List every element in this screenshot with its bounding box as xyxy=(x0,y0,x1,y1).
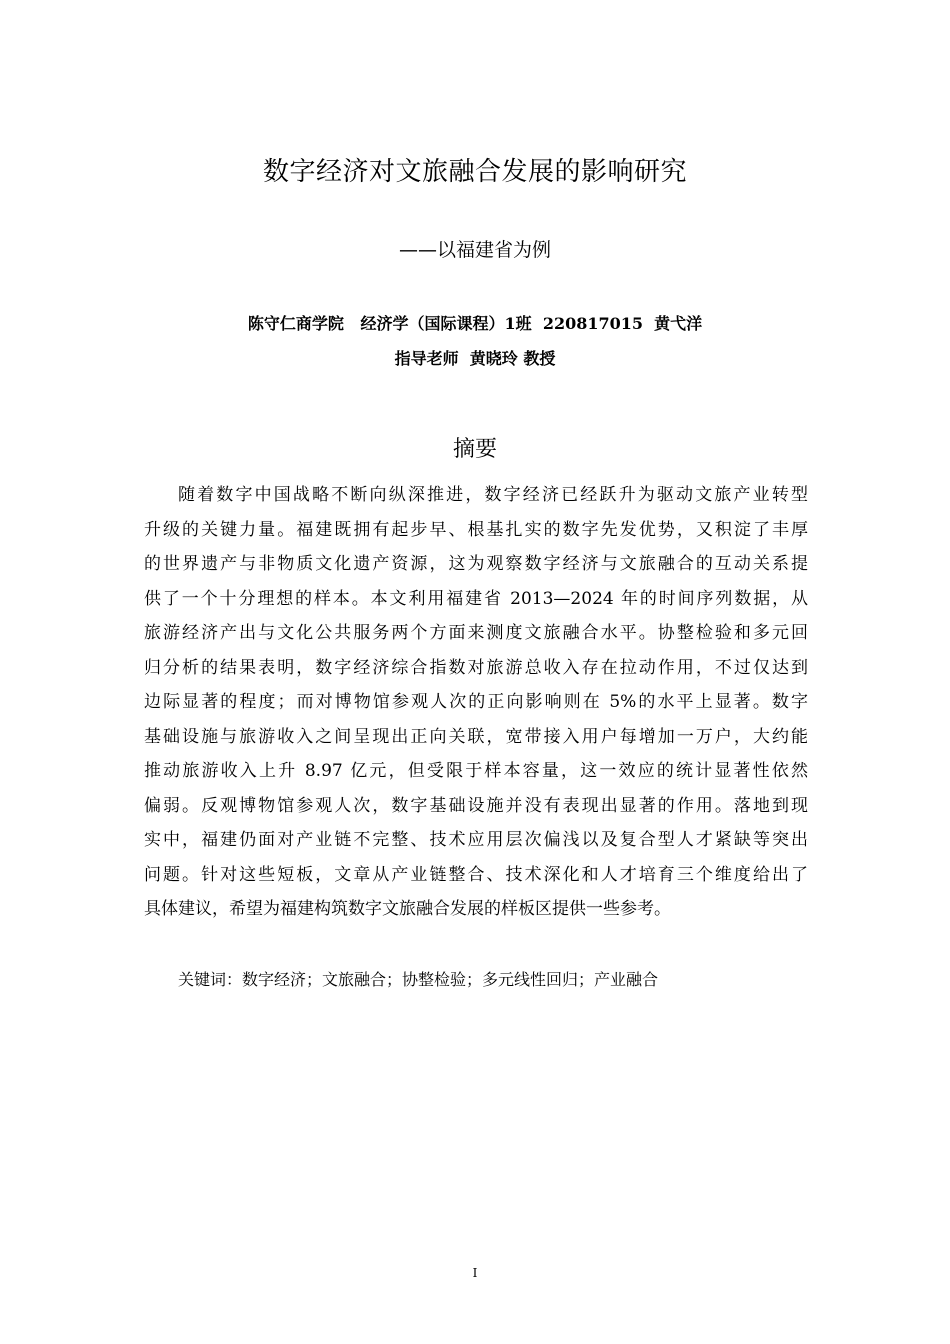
author-info-line: 陈守仁商学院 经济学（国际课程）1班 220817015 黄弋洋 xyxy=(247,314,703,333)
abstract-line: 基础设施与旅游收入之间呈现出正向关联，宽带接入用户每增加一万户，大约能 xyxy=(144,726,808,747)
abstract-line: 具体建议，希望为福建构筑数字文旅融合发展的样板区提供一些参考。 xyxy=(144,899,671,919)
abstract-heading: 摘要 xyxy=(452,437,497,462)
abstract-line: 推动旅游收入上升 8.97 亿元，但受限于样本容量，这一效应的统计显著性依然 xyxy=(144,761,808,781)
abstract-line: 供了一个十分理想的样本。本文利用福建省 2013—2024 年的时间序列数据，从 xyxy=(144,588,808,609)
abstract-line: 归分析的结果表明，数字经济综合指数对旅游总收入存在拉动作用，不过仅达到 xyxy=(144,657,808,678)
abstract-line: 升级的关键力量。福建既拥有起步早、根基扎实的数字先发优势，又积淀了丰厚 xyxy=(144,519,808,540)
abstract-line: 偏弱。反观博物馆参观人次，数字基础设施并没有表现出显著的作用。落地到现 xyxy=(144,795,808,816)
abstract-line: 实中，福建仍面对产业链不完整、技术应用层次偏浅以及复合型人才紧缺等突出 xyxy=(144,830,808,850)
abstract-line: 的世界遗产与非物质文化遗产资源，这为观察数字经济与文旅融合的互动关系提 xyxy=(144,554,808,574)
advisor-info-line: 指导老师 黄晓玲 教授 xyxy=(394,349,556,368)
abstract-line: 随着数字中国战略不断向纵深推进，数字经济已经跃升为驱动文旅产业转型 xyxy=(178,485,808,505)
paper-title: 数字经济对文旅融合发展的影响研究 xyxy=(262,157,687,187)
abstract-line: 旅游经济产出与文化公共服务两个方面来测度文旅融合水平。协整检验和多元回 xyxy=(144,623,808,643)
keywords: 关键词：数字经济；文旅融合；协整检验；多元线性回归；产业融合 xyxy=(178,970,659,989)
abstract-line: 边际显著的程度；而对博物馆参观人次的正向影响则在 5%的水平上显著。数字 xyxy=(144,692,808,712)
abstract-body xyxy=(144,478,808,927)
page-number: I xyxy=(472,1266,478,1280)
abstract-line: 问题。针对这些短板，文章从产业链整合、技术深化和人才培育三个维度给出了 xyxy=(144,864,808,885)
paper-subtitle: ——以福建省为例 xyxy=(398,239,551,261)
